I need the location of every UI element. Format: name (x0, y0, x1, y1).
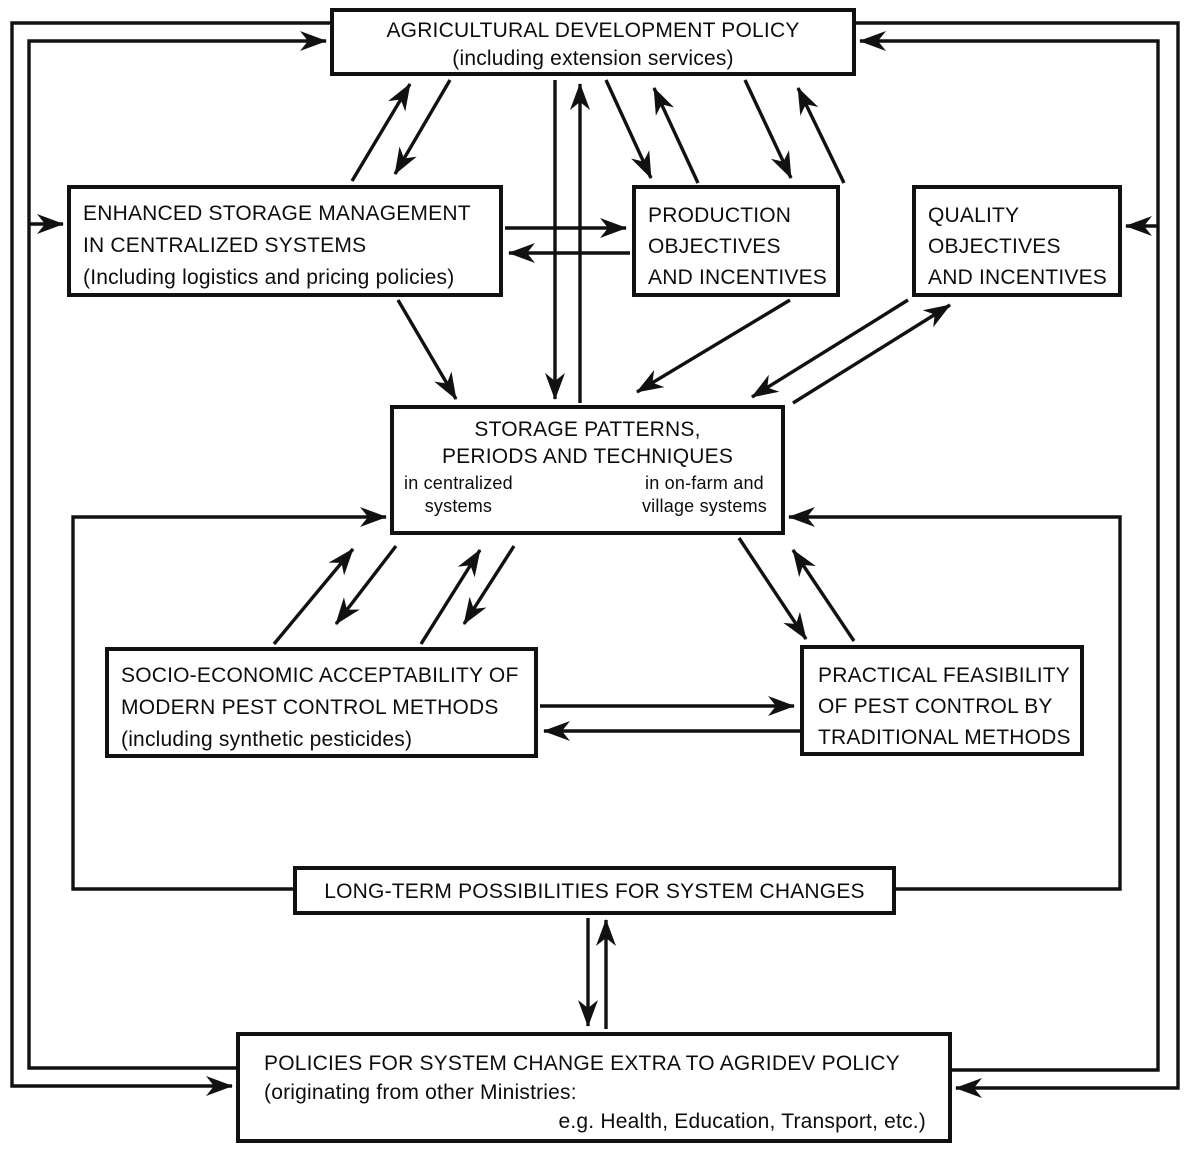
storage-onfarm-label: in on-farm and village systems (641, 473, 767, 516)
box-agricultural-development-policy (330, 8, 856, 76)
storage-title-line1: STORAGE PATTERNS, (474, 418, 701, 441)
storage-centralized-label: in centralized systems (404, 473, 513, 516)
longterm-title: LONG-TERM POSSIBILITIES FOR SYSTEM CHANGES (324, 880, 865, 903)
practical-line2: OF PEST CONTROL BY (818, 695, 1053, 718)
arrow-outer-left-agridev-to-policies (12, 23, 330, 1086)
arrow-socio-to-storage-right (421, 550, 480, 644)
arrow-enhanced-to-storage (398, 300, 456, 399)
box-production-objectives (632, 185, 840, 297)
box-policies-for-system-change (236, 1032, 952, 1143)
enhanced-line1: ENHANCED STORAGE MANAGEMENT (83, 202, 471, 225)
policies-line2: (originating from other Ministries: (264, 1081, 577, 1104)
production-line3: AND INCENTIVES (648, 266, 827, 289)
arrow-production-to-storage (637, 300, 790, 392)
socio-line2: MODERN PEST CONTROL METHODS (121, 696, 499, 719)
arrow-outer-right-agridev-to-policies (856, 23, 1178, 1088)
box-quality-objectives (912, 185, 1122, 297)
agridev-subtitle: (including extension services) (452, 47, 734, 70)
agridev-title: AGRICULTURAL DEVELOPMENT POLICY (386, 19, 800, 42)
arrow-storage-to-quality (793, 305, 950, 403)
quality-line1: QUALITY (928, 204, 1020, 227)
enhanced-line3: (Including logistics and pricing policies) (83, 266, 455, 289)
box-storage-patterns (390, 405, 785, 535)
arrow-quality-to-agridev (798, 88, 844, 183)
production-line2: OBJECTIVES (648, 235, 781, 258)
policies-line3: e.g. Health, Education, Transport, etc.) (558, 1110, 926, 1133)
policies-line1: POLICIES FOR SYSTEM CHANGE EXTRA TO AGRIDEV POLICY (264, 1052, 900, 1075)
box-practical-feasibility (800, 645, 1084, 756)
practical-line3: TRADITIONAL METHODS (818, 726, 1071, 749)
socio-line1: SOCIO-ECONOMIC ACCEPTABILITY OF (121, 664, 519, 687)
arrow-storage-to-socio-right (464, 546, 514, 624)
storage-title-line2: PERIODS AND TECHNIQUES (441, 445, 734, 468)
production-line1: PRODUCTION (648, 204, 792, 227)
storage-subsystems (394, 470, 781, 518)
quality-line3: AND INCENTIVES (928, 266, 1107, 289)
box-socio-economic-acceptability (105, 647, 538, 758)
arrow-practical-to-storage (793, 550, 854, 641)
socio-line3: (including synthetic pesticides) (121, 728, 413, 751)
quality-line2: OBJECTIVES (928, 235, 1061, 258)
arrow-agridev-to-quality (745, 80, 791, 178)
arrow-production-to-agridev (654, 88, 698, 183)
practical-line1: PRACTICAL FEASIBILITY (818, 664, 1070, 687)
enhanced-line2: IN CENTRALIZED SYSTEMS (83, 234, 367, 257)
box-enhanced-storage-management (67, 185, 503, 297)
arrow-quality-to-storage (752, 300, 908, 397)
arrow-socio-to-storage-left (274, 549, 353, 644)
arrow-agridev-to-production (606, 80, 651, 178)
box-long-term-possibilities (293, 866, 896, 915)
